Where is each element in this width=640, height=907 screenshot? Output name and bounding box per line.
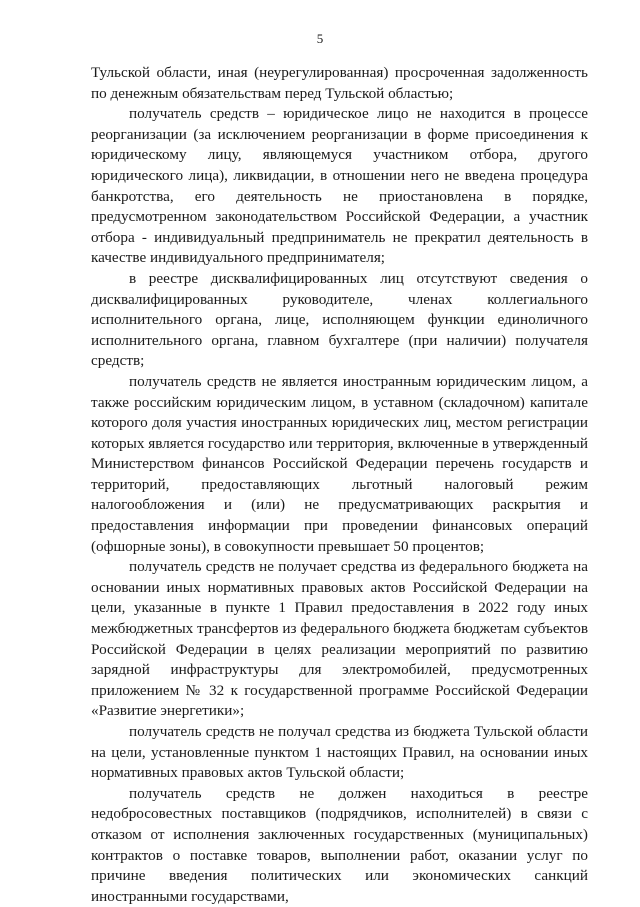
paragraph-federal-budget: получатель средств не получает средства из федерального бюджета на основании иных нормативных правовых актов Российской Федерации на цели, указанные в пункте 1 Правил предоставления в 2022 году иных межбюджетных трансфертов из федерального бюджета бюджетам субъектов Российской Федерации в целях реализации мероприятий по развитию зарядной инфраструктуры для электромобилей, предусмотренных приложением № 32 к государственной программе Российской Федерации «Развитие энергетики»;: [91, 558, 588, 720]
paragraph-foreign-entity: получатель средств не является иностранным юридическим лицом, а также российским юридическим лицом, в уставном (складочном) капитале которого доля участия иностранных юридических лиц, местом регистрации которых является государство или территория, включенные в утвержденный Министерством финансов Российской Федерации перечень государств и территорий, предоставляющих льготный налоговый режим налогообложения и (или) не предусматривающих раскрытия и предоставления информации при проведении финансовых операций (офшорные зоны), в совокупности превышает 50 процентов;: [91, 372, 588, 555]
paragraph-reorganization: получатель средств – юридическое лицо не находится в процессе реорганизации (за исключением реорганизации в форме присоединения к юридическому лицу, являющемуся участником отбора, другого юридического лица), ликвидации, в отношении него не введена процедура банкротства, его деятельность не приостановлена в порядке, предусмотренном законодательством Российской Федерации, а участник отбора - индивидуальный предприниматель не прекратил деятельность в качестве индивидуального предпринимателя;: [91, 105, 588, 267]
paragraph-regional-budget: получатель средств не получал средства из бюджета Тульской области на цели, установленные пунктом 1 настоящих Правил, на основании иных нормативных правовых актов Тульской области;: [91, 723, 588, 782]
paragraph-unreliable-suppliers: получатель средств не должен находиться в реестре недобросовестных поставщиков (подрядчиков, исполнителей) в связи с отказом от исполнения заключенных государственных (муниципальных) контрактов о поставке товаров, выполнении работ, оказании услуг по причине введения политических или экономических санкций иностранными государствами,: [91, 784, 588, 905]
paragraph-continued-debt: Тульской области, иная (неурегулированная) просроченная задолженность по денежным обязательствам перед Тульской областью;: [91, 64, 588, 102]
page-number: 5: [316, 31, 324, 46]
paragraph-disqualified-persons: в реестре дисквалифицированных лиц отсутствуют сведения о дисквалифицированных руководителе, членах коллегиального исполнительного органа, лице, исполняющем функции единоличного исполнительного органа, главном бухгалтере (при наличии) получателя средств;: [91, 269, 588, 370]
document-body: [91, 63, 588, 907]
